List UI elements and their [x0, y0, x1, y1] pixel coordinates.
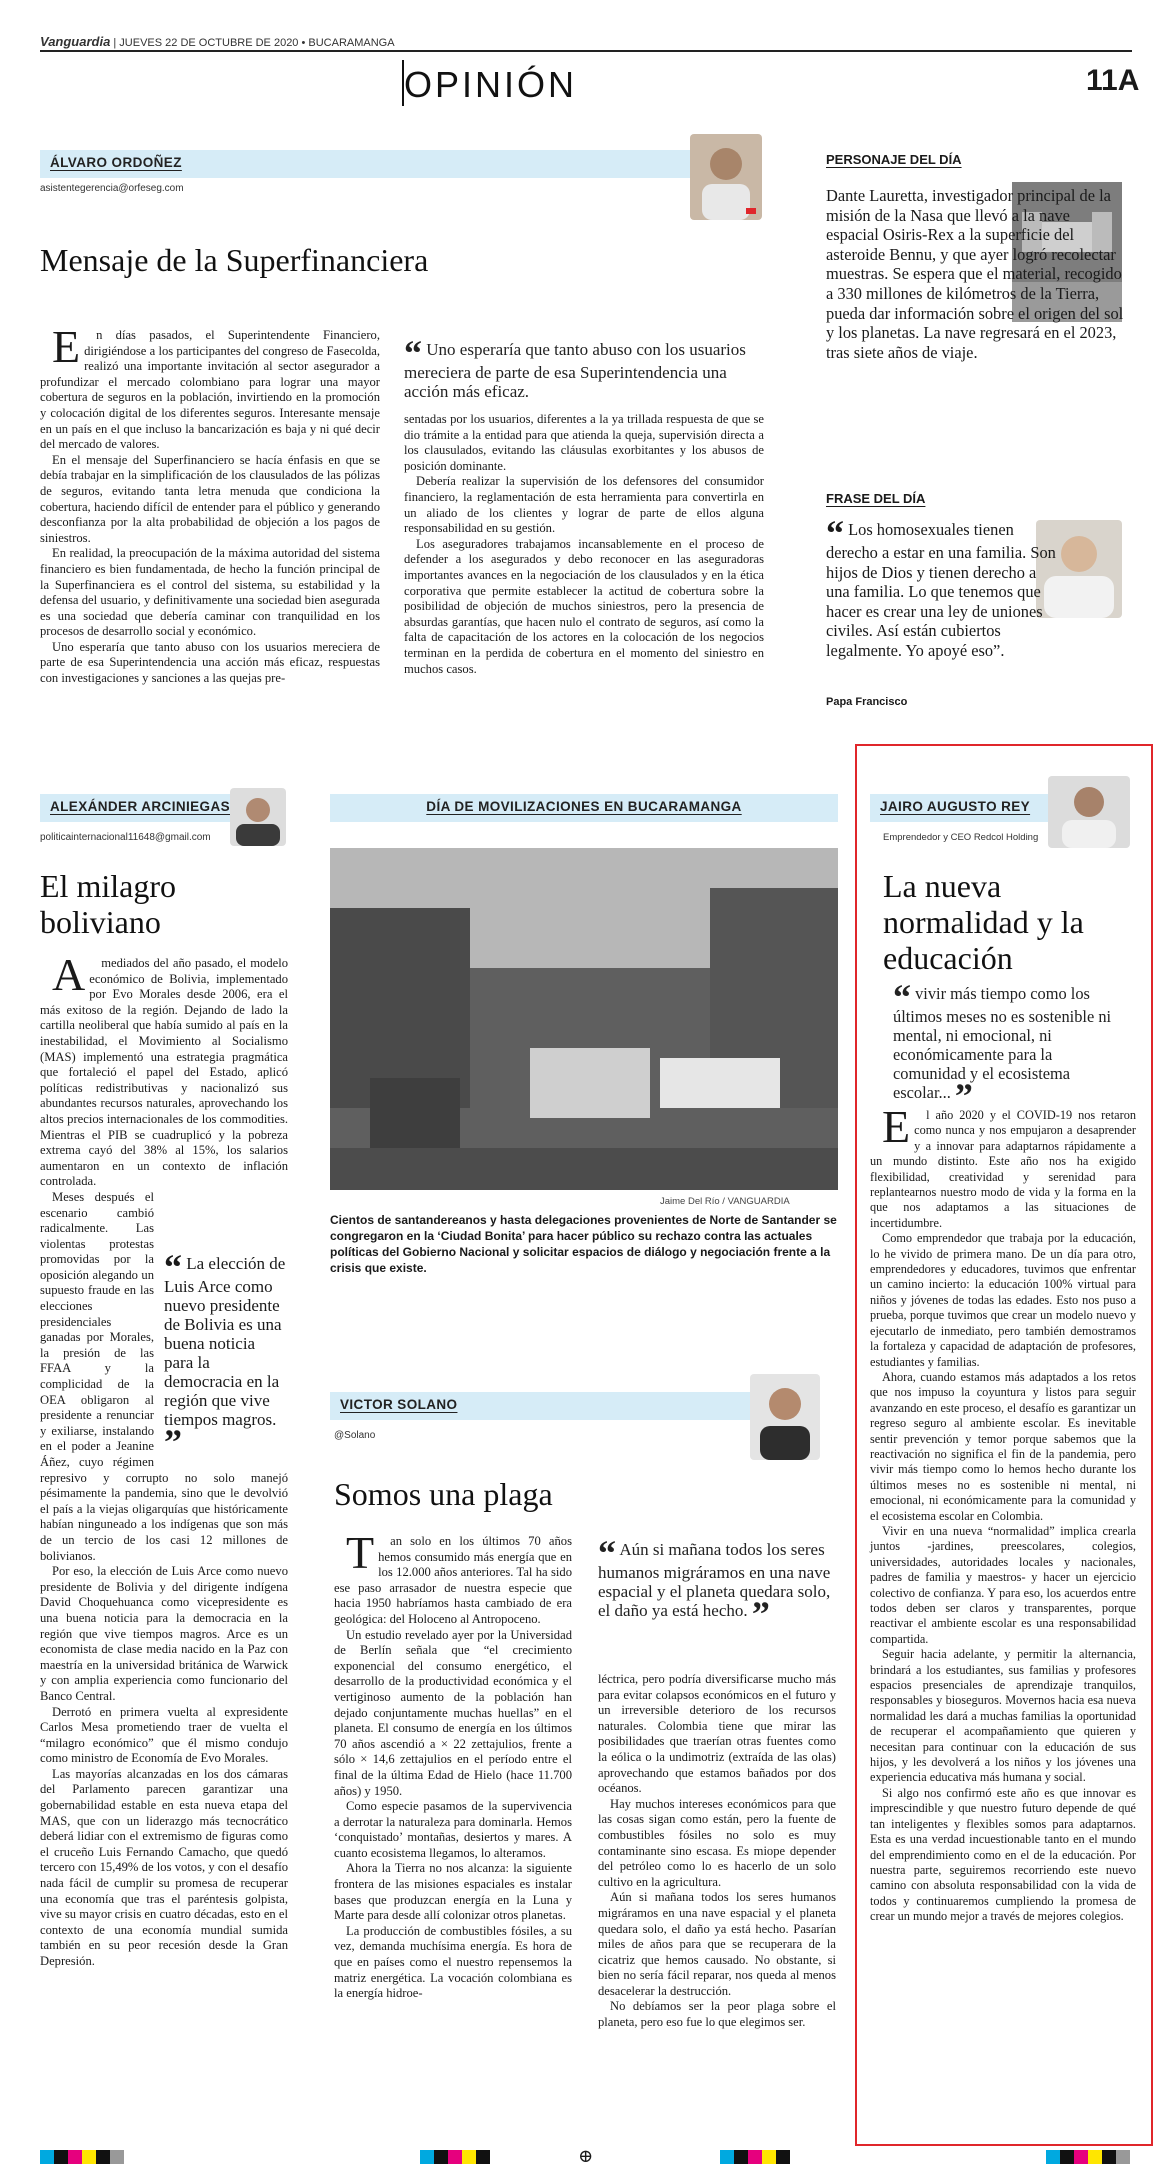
- author-email: politicainternacional11648@gmail.com: [40, 832, 211, 843]
- photo-ribbon: [330, 794, 838, 822]
- quote-text: Aún si mañana todos los seres humanos migráramos en una nave espacial y el planeta quedara solo, el daño ya está hecho.: [598, 1540, 831, 1620]
- pull-quote: [164, 1246, 288, 1462]
- author-ribbon-arciniegas: [40, 794, 246, 822]
- photo-label: DÍA DE MOVILIZACIONES EN BUCARAMANGA: [426, 799, 742, 814]
- brand-logo: Vanguardia: [40, 34, 111, 49]
- protest-photo: [330, 848, 838, 1190]
- article-column: [870, 1101, 1136, 1925]
- headline: Mensaje de la Superfinanciera: [40, 242, 429, 278]
- author-role: Emprendedor y CEO Redcol Holding: [883, 832, 1039, 843]
- author-name: ÁLVARO ORDOÑEZ: [50, 155, 182, 170]
- paragraph: Amediados del año pasado, el modelo económico de Bolivia, implementado por Evo Morales desde 2006, era el más exitoso de la región. Dejando de lado la cartilla neoliberal que había sumido al país en la inestabilidad, el Movimiento al Socialismo (MAS) implementó una estrategia pragmática que fortaleció el papel del Estado, aplicó políticas redistributivas y nacionalizó sus abundantes recursos naturales, aprovechando los altos precios internacionales de los commodities. Mientras el PIB se cuadruplicó y la pobreza extrema cayó del 38% al 15%, los salarios aumentaron en un contexto de inflación controlada.: [40, 949, 288, 1189]
- paragraph: Debería realizar la supervisión de los defensores del consumidor financiero, la reglamentación de esta herramienta para convertirla en un aliado de los clientes y lograr de parte de ellos alguna responsabilidad en su gestión.: [404, 474, 764, 536]
- paragraph: léctrica, pero podría diversificarse mucho más para evitar colapsos económicos en el futuro y un irreversible deterioro de los recursos naturales. Colombia tiene que mirar las posibilidades que traerían otras fuentes como la eólica o la undimotriz (extraída de las olas) aprovechando que estamos bañados por dos océanos.: [598, 1672, 836, 1796]
- article-column: [40, 949, 288, 1970]
- quote-text: vivir más tiempo como los últimos meses no es sostenible ni mental, ni emocional, ni económicamente para la comunidad y el ecosistema escolar...: [893, 984, 1112, 1102]
- paragraph: Como emprendedor que trabaja por la educación, lo he vivido de primera mano. De un día para otro, emprendedores y educadores, tuvimos que enfrentar un camino incierto: la educación 100% virtual para niños y jóvenes de todas las edades. Esto nos puso a prueba, porque tuvimos que crear un modelo nuevo y ejecutarlo de inmediato, pero también demostramos la fortaleza y capacidad de adaptación de profesores, estudiantes y familias.: [870, 1231, 1136, 1369]
- photo-caption: Cientos de santandereanos y hasta delegaciones provenientes de Norte de Santander se congregaron en la ‘Ciudad Bonita’ para hacer público su rechazo contra las actuales políticas del Gobierno Nacional y solicitar espacios de diálogo y negociación frente a la crisis que existe.: [330, 1213, 837, 1275]
- paragraph: Vivir en una nueva “normalidad” implica crearla juntos -jardines, preescolares, colegios, universidades, autoridades locales y nacionales, padres de familia y maestros- y hacer un ejercicio colectivo de confianza. Y para eso, los acuerdos entre todos deben ser claros y transparentes, porque reactivar el ambiente escolar es una responsabilidad compartida.: [870, 1523, 1136, 1646]
- paragraph: En días pasados, el Superintendente Financiero, dirigiéndose a los participantes del congreso de Fasecolda, realizó una importante invitación al sector asegurador a profundizar el mercado colombiano para lograr una mayor cobertura de seguros en la población, invirtiendo en la promoción y colocación digital de los diferentes seguros. Interesante mensaje en un país en el que incluso la bancarización es baja y ni qué decir del mercado de valores.: [40, 321, 380, 452]
- quote-text: Uno esperaría que tanto abuso con los usuarios mereciera de parte de esa Superintendencia una acción más eficaz.: [404, 340, 746, 401]
- paragraph: No debíamos ser la peor plaga sobre el planeta, pero eso fue lo que elegimos ser.: [598, 1999, 836, 2030]
- pull-quote: [893, 977, 1129, 1116]
- pull-quote: [598, 1533, 834, 1634]
- paragraph: Tan solo en los últimos 70 años hemos consumido más energía que en los 12.000 años anteriores. Tal ha sido ese paso arrasador de nuestra especie que hacia 1950 habríamos hasta cambiado de era geológica: del Holoceno al Antropoceno.: [334, 1527, 572, 1626]
- top-bar: [40, 34, 395, 49]
- author-photo-rey: [1048, 776, 1130, 848]
- paragraph: sentadas por los usuarios, diferentes a la ya trillada respuesta de que se dio trámite a la entidad para que atienda la queja, supervisión directa a los clausulados, evitando las cláusulas exorbitantes y los abusos de posición dominante.: [404, 412, 764, 473]
- open-quote-icon: “: [404, 333, 422, 373]
- paragraph: Ahora la Tierra no nos alcanza: la siguiente frontera de las misiones espaciales es instalar bases que produzcan energía en la Luna y Marte para desde allí colonizar otros planetas.: [334, 1861, 572, 1923]
- date-line: | JUEVES 22 DE OCTUBRE DE 2020 • BUCARAMANGA: [113, 37, 395, 49]
- paragraph: Uno esperaría que tanto abuso con los usuarios mereciera de parte de esa Superintendencia una acción más eficaz, respuestas con investigaciones y sanciones a las quejas pre-: [40, 639, 380, 686]
- paragraph: Un estudio revelado ayer por la Universidad de Berlín señala que “el crecimiento exponencial del consumo energético, el desarrollo de la productividad económica y el vertiginoso aumento de la población han dejado conjuntamente muchas huellas” en el planeta. El consumo de energía en los últimos 70 años ascendió a × 22 zettajulios, frente a sólo × 14,6 zettajulios en el período entre el final de la última Edad de Hielo (hace 11.700 años) y 1950.: [334, 1627, 572, 1798]
- frase-label: FRASE DEL DÍA: [826, 491, 926, 506]
- frase-attribution: Papa Francisco: [826, 696, 908, 708]
- section-title: OPINIÓN: [404, 64, 578, 105]
- open-quote-icon: “: [164, 1246, 182, 1287]
- author-photo-arciniegas: [230, 788, 286, 846]
- author-handle: @Solano: [334, 1430, 376, 1441]
- personaje-text: Dante Lauretta, investigador principal de la misión de la Nasa que llevó a la nave espacial Osiris-Rex a la superficie del asteroide Bennu, y que ayer logró recolectar muestras. Se espera que el material, recogido a 330 millones de kilómetros de la Tierra, pueda dar información sobre el origen del sol y los planetas. La nave regresará en el 2023, tras siete años de viaje.: [826, 186, 1124, 362]
- page-number: 11A: [1086, 64, 1140, 97]
- close-quote-icon: ”: [164, 1421, 182, 1462]
- frase-quote-text: Los homosexuales tienen derecho a estar en una familia. Son hijos de Dios y tienen derecho a una familia. Lo que tenemos que hacer es crear una ley de uniones civiles. Así están cubiertos legalmente. Yo apoyé eso”.: [826, 520, 1056, 660]
- paragraph: El año 2020 y el COVID-19 nos retaron como nunca y nos empujaron a desaprender y a innovar para adaptarnos rápidamente a un mundo distinto. Este año nos ha exigido flexibilidad, creatividad y serenidad para replantearnos nuestro modo de vida y la forma en la que nos adaptamos a las situaciones de incertidumbre.: [870, 1101, 1136, 1230]
- author-name: ALEXÁNDER ARCINIEGAS: [50, 799, 231, 814]
- paragraph: Hay muchos intereses económicos para que las cosas sigan como están, pero la fuente de combustibles fósiles no solo es muy contaminante sino escasa. Es miope depender del petróleo como lo es hacerlo de un solo cultivo en la agricultura.: [598, 1796, 836, 1889]
- color-bar-center-left: [420, 2150, 490, 2164]
- paragraph: Aún si mañana todos los seres humanos migráramos en una nave espacial y el planeta quedara solo, el daño ya está hecho. Pasarían miles de años para que se recuperara de la cicatriz que hemos causado. No obstante, si bien no sería fácil reparar, nos queda al menos desacelerar la destrucción.: [598, 1890, 836, 1998]
- article-column: [404, 412, 764, 677]
- article-column: [40, 321, 380, 687]
- author-ribbon-rey: [870, 794, 1050, 822]
- header-rule: [40, 50, 1132, 52]
- headline: Somos una plaga: [334, 1476, 553, 1512]
- registration-mark-icon: ⊕: [578, 2146, 594, 2166]
- headline: El milagro boliviano: [40, 868, 176, 940]
- article-column: [598, 1672, 836, 2031]
- paragraph: Los aseguradores trabajamos incansablemente en el proceso de defender a los asegurados y debo reconocer en las aseguradoras importantes avances en la negociación de los clausulados y en la ética corporativa que permite establecer la actitud de cobertura sobre la posibilidad de objeción de muchos siniestros, pero la presencia de absurdas garantías, que hacen nulo el contrato de seguros, así como la falta de capacitación de los actores en la colocación de los negocios terminan en la perdida de cobertura en el momento del siniestro en muchos casos.: [404, 536, 764, 676]
- author-ribbon-ordonez: [40, 150, 690, 178]
- close-quote-icon: ”: [751, 1594, 770, 1634]
- author-photo-ordonez: [690, 134, 762, 220]
- paragraph: Si algo nos confirmó este año es que innovar es imprescindible y que nuestro futuro depende de qué tan inteligentes y flexibles somos para adaptarnos. Esta es una verdad incuestionable tanto en el mundo del emprendimiento como en el de la educación. Por nuestra parte, seguiremos recorriendo este nuevo camino con absoluta responsabilidad con la vida de todos y continuaremos cumpliendo la promesa de crear un mundo mejor a través de mejores colegios.: [870, 1785, 1136, 1924]
- personaje-label: PERSONAJE DEL DÍA: [826, 152, 962, 167]
- photo-credit: Jaime Del Río / VANGUARDIA: [660, 1196, 790, 1207]
- open-quote-icon: “: [893, 977, 911, 1017]
- author-name: VICTOR SOLANO: [340, 1397, 458, 1412]
- paragraph: Seguir hacia adelante, y permitir la alternancia, brindará a los estudiantes, sus familias y profesores espacios presenciales de aprendizaje tranquilos, responsables y bioseguros. Movernos hacia esa nueva normalidad les dará a muchas familias la oportunidad de recuperar el acompañamiento que quieren y necesitan para continuar con la educación de sus hijos, y les devolverá a los niños y los jóvenes una experiencia educativa más humana y social.: [870, 1647, 1136, 1785]
- paragraph: Meses después el escenario cambió radicalmente. Las violentas protestas promovidas por la oposición alegando un supuesto fraude en las elecciones presidenciales ganadas por Morales, la presión de las FFAA y la complicidad de la OEA obligaron al presidente a renunciar y exiliarse, instalando en el poder a Jeanine Áñez, cuyo régimen represivo y corrupto no solo manejó pésimamente la pandemia, sino que le devolvió el país a la viejas oligarquías que históricamente habían ninguneado a los indígenas que son más de un tercio de los casi 12 millones de bolivianos.: [40, 1189, 288, 1563]
- close-quote-icon: ”: [954, 1076, 973, 1116]
- author-photo-solano: [750, 1374, 820, 1460]
- color-bar-left: [40, 2150, 124, 2164]
- open-quote-icon: “: [826, 513, 844, 553]
- author-email: asistentegerencia@orfeseg.com: [40, 183, 184, 194]
- paragraph: Las mayorías alcanzadas en los dos cámaras del Parlamento parecen garantizar una gobernabilidad estable en esta nueva etapa del MAS, que con un liderazgo más tecnocrático deberá lidiar con el extremismo de figuras como el cruceño Luis Fernando Camacho, que quedó tercero con 15,49% de los votos, y con el desafío nada fácil de cumplir su promesa de recuperar una economía que tras el paréntesis golpista, vive su mayor crisis en cuatro décadas, esto en el contexto de una economía mundial sumida también en su peor recesión desde la Gran Depresión.: [40, 1766, 288, 1968]
- color-bar-right: [1046, 2150, 1130, 2164]
- paragraph: En el mensaje del Superfinanciero se hacía énfasis en que se debía trabajar en la simplificación de los clausulados de las pólizas de seguros, evitando tanta letra menuda que condiciona la cobertura, haciendo difícil de entender para el público y generando desconfianza por la alta probabilidad de objeción a los pagos de siniestros.: [40, 452, 380, 545]
- paragraph: Como especie pasamos de la supervivencia a derrotar la naturaleza para dominarla. Hemos ‘conquistado’ montañas, desiertos y mares. A cuanto ecosistema llegamos, lo alteramos.: [334, 1799, 572, 1860]
- article-column: [334, 1527, 572, 2002]
- frase-quote: [826, 513, 1056, 661]
- paragraph: En realidad, la preocupación de la máxima autoridad del sistema financiero es bien fundamentada, de hecho la función principal de la Superfinanciera es el control del sistema, su estabilidad y la defensa del usuario, y definitivamente una sociedad bien asegurada es una sociedad que debería caminar con tranquilidad en los procesos de desarrollo social y económico.: [40, 546, 380, 639]
- headline: La nueva normalidad y la educación: [883, 868, 1084, 976]
- quote-text: La elección de Luis Arce como nuevo presidente de Bolivia es una buena noticia para la democracia en la región que vive tiempos magros.: [164, 1253, 286, 1429]
- paragraph: Derrotó en primera vuelta al expresidente Carlos Mesa prometiendo traer de vuelta el “milagro económico” que él mismo condujo como ministro de Economía de Evo Morales.: [40, 1704, 288, 1766]
- color-bar-center-right: [720, 2150, 790, 2164]
- pull-quote: [404, 333, 764, 401]
- paragraph: Ahora, cuando estamos más adaptados a los retos que nos impuso la coyuntura y listos para seguir avanzando en este proceso, el desafío es garantizar un regreso seguro al ambiente escolar. Es inevitable sentir prevención y temor porque sabemos que la reactivación no significa el fin de la pandemia, pero vivir más tiempo como lo hemos hecho durante los últimos meses no es sostenible ni mental, ni emocional, ni económicamente para la comunidad y el ecosistema escolar en Colombia.: [870, 1369, 1136, 1523]
- author-name: JAIRO AUGUSTO REY: [880, 799, 1031, 814]
- author-ribbon-solano: [330, 1392, 750, 1420]
- paragraph: La producción de combustibles fósiles, a su vez, demanda muchísima energía. Es hora de que en países como el nuestro repensemos la matriz energética. La vocación colombiana es la energía hidroe-: [334, 1923, 572, 2001]
- paragraph: Por eso, la elección de Luis Arce como nuevo presidente de Bolivia y del dirigente indígena David Choquehuanca como vicepresidente es una buena noticia para la democracia en la región que vive tiempos magros. Arce es un economista de clase media nacido en la Paz con maestría en la universidad británica de Warwick y con amplia experiencia como funcionario del Banco Central.: [40, 1564, 288, 1703]
- open-quote-icon: “: [598, 1533, 616, 1573]
